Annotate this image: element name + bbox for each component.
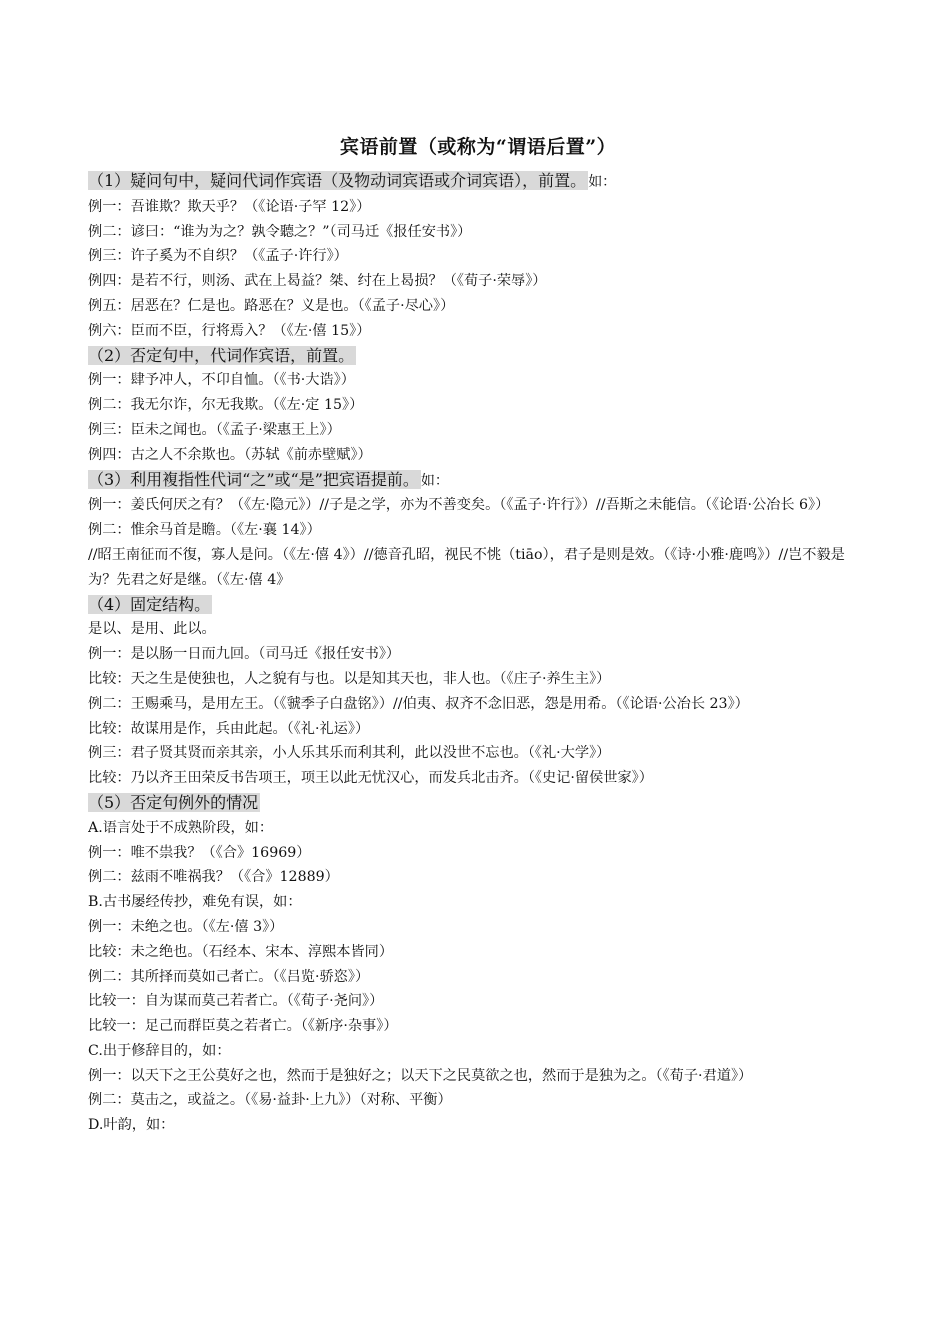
example-line: 例五：居恶在？仁是也。路恶在？义是也。（《孟子·尽心》） bbox=[88, 297, 455, 314]
example-line: 是以、是用、此以。 bbox=[88, 621, 216, 638]
section-heading-3 bbox=[88, 468, 868, 494]
example-line: 例三：君子贤其贤而亲其亲，小人乐其乐而利其利，此以没世不忘也。（《礼·大学》） bbox=[88, 745, 611, 762]
section-heading-1 bbox=[88, 169, 868, 195]
section-heading-2 bbox=[88, 344, 868, 369]
section-heading-4-text: （4）固定结构。 bbox=[88, 594, 211, 614]
example-line: 比较：天之生是使独也，人之貌有与也。以是知其天也，非人也。（《庄子·养生主》） bbox=[88, 670, 611, 687]
example-line: 例一：是以肠一日而九回。（司马迁《报任安书》） bbox=[88, 646, 401, 663]
example-line: 例二：王赐乘马，是用左王。（《虢季子白盘铭》）//伯夷、叔齐不念旧恶，怨是用希。（《论语·公冶长 23》） bbox=[88, 695, 749, 712]
section-heading-3-text: （3）利用複指性代词“之”或“是”把宾语提前。 bbox=[88, 469, 419, 489]
example-line: A.语言处于不成熟阶段，如： bbox=[88, 819, 274, 836]
section-heading-2-text: （2）否定句中，代词作宾语，前置。 bbox=[88, 345, 355, 365]
section-heading-4 bbox=[88, 593, 868, 618]
example-line: 例二：我无尔诈，尔无我欺。（《左·定 15》） bbox=[88, 397, 364, 414]
example-line: 例六：臣而不臣，行将焉入？（《左·僖 15》） bbox=[88, 322, 371, 339]
example-line: //昭王南征而不復，寡人是问。（《左·僖 4》）//德音孔昭，视民不恌（tiāo），君子是则是效。（《诗·小雅·鹿鸣》）//岂不毅是为？先君之好是继。（《左·僖 4》 bbox=[88, 546, 845, 588]
example-line: 例二：其所择而莫如己者亡。（《吕览·骄恣》） bbox=[88, 968, 370, 985]
section-heading-1-tail: 如： bbox=[588, 174, 617, 190]
section-heading-3-tail: 如： bbox=[420, 472, 449, 489]
example-line: 例三：臣未之闻也。（《孟子·梁惠王上》） bbox=[88, 421, 341, 438]
example-line: C.出于修辞目的，如： bbox=[88, 1042, 231, 1059]
section-heading-1-text: （1）疑问句中，疑问代词作宾语（及物动词宾语或介词宾语），前置。 bbox=[88, 171, 587, 190]
example-line: 比较一：足己而群臣莫之若者亡。（《新序·杂事》） bbox=[88, 1018, 398, 1035]
example-line: 比较：故谋用是作，兵由此起。（《礼·礼运》） bbox=[88, 720, 370, 737]
document-page bbox=[88, 132, 868, 1138]
example-line: 例一：肆予冲人，不卬自恤。（《书·大诰》） bbox=[88, 372, 355, 389]
example-line: B.古书屡经传抄，难免有误，如： bbox=[88, 894, 302, 911]
example-line: 例三：许子奚为不自织？（《孟子·许行》） bbox=[88, 248, 348, 265]
example-line: 例二：惟余马首是瞻。（《左·襄 14》） bbox=[88, 522, 321, 539]
example-line: 例一：吾谁欺？欺天乎？（《论语·子罕 12》） bbox=[88, 198, 371, 215]
example-line: 例一：唯不祟我？（《合》16969） bbox=[88, 844, 311, 861]
document-title: 宾语前置（或称为“谓语后置”） bbox=[339, 136, 617, 158]
example-line: 例二：莫击之，或益之。（《易·益卦·上九》）（对称、平衡） bbox=[88, 1092, 452, 1109]
example-line: 例一：未绝之也。（《左·僖 3》） bbox=[88, 918, 284, 935]
example-line: 比较一：自为谋而莫己若者亡。（《荀子·尧问》） bbox=[88, 993, 384, 1010]
example-line: 例四：古之人不余欺也。（苏轼《前赤壁赋》） bbox=[88, 446, 372, 463]
example-line: 例二：兹雨不唯祸我？（《合》12889） bbox=[88, 869, 339, 886]
example-line: D.叶韵，如： bbox=[88, 1117, 175, 1134]
example-line: 例一：以天下之王公莫好之也，然而于是独好之；以天下之民莫欲之也，然而于是独为之。（《荀子·君道》） bbox=[88, 1067, 753, 1084]
example-line: 例一：姜氏何厌之有？（《左·隐元》）//子是之学，亦为不善变矣。（《孟子·许行》）//吾斯之未能信。（《论语·公冶长 6》） bbox=[88, 497, 830, 514]
example-line: 比较：乃以齐王田荣反书告项王，项王以此无忧汉心，而发兵北击齐。（《史记·留侯世家》） bbox=[88, 770, 653, 787]
section-heading-5-text: （5）否定句例外的情况 bbox=[88, 792, 259, 812]
example-line: 例二：谚曰：“谁为为之？孰令聽之？”（司马迁《报任安书》） bbox=[88, 223, 472, 240]
example-line: 例四：是若不行，则汤、武在上曷益？桀、纣在上曷损？（《荀子·荣辱》） bbox=[88, 273, 547, 290]
section-heading-5 bbox=[88, 791, 868, 816]
example-line: 比较：未之绝也。（石经本、宋本、淳熙本皆同） bbox=[88, 943, 394, 960]
